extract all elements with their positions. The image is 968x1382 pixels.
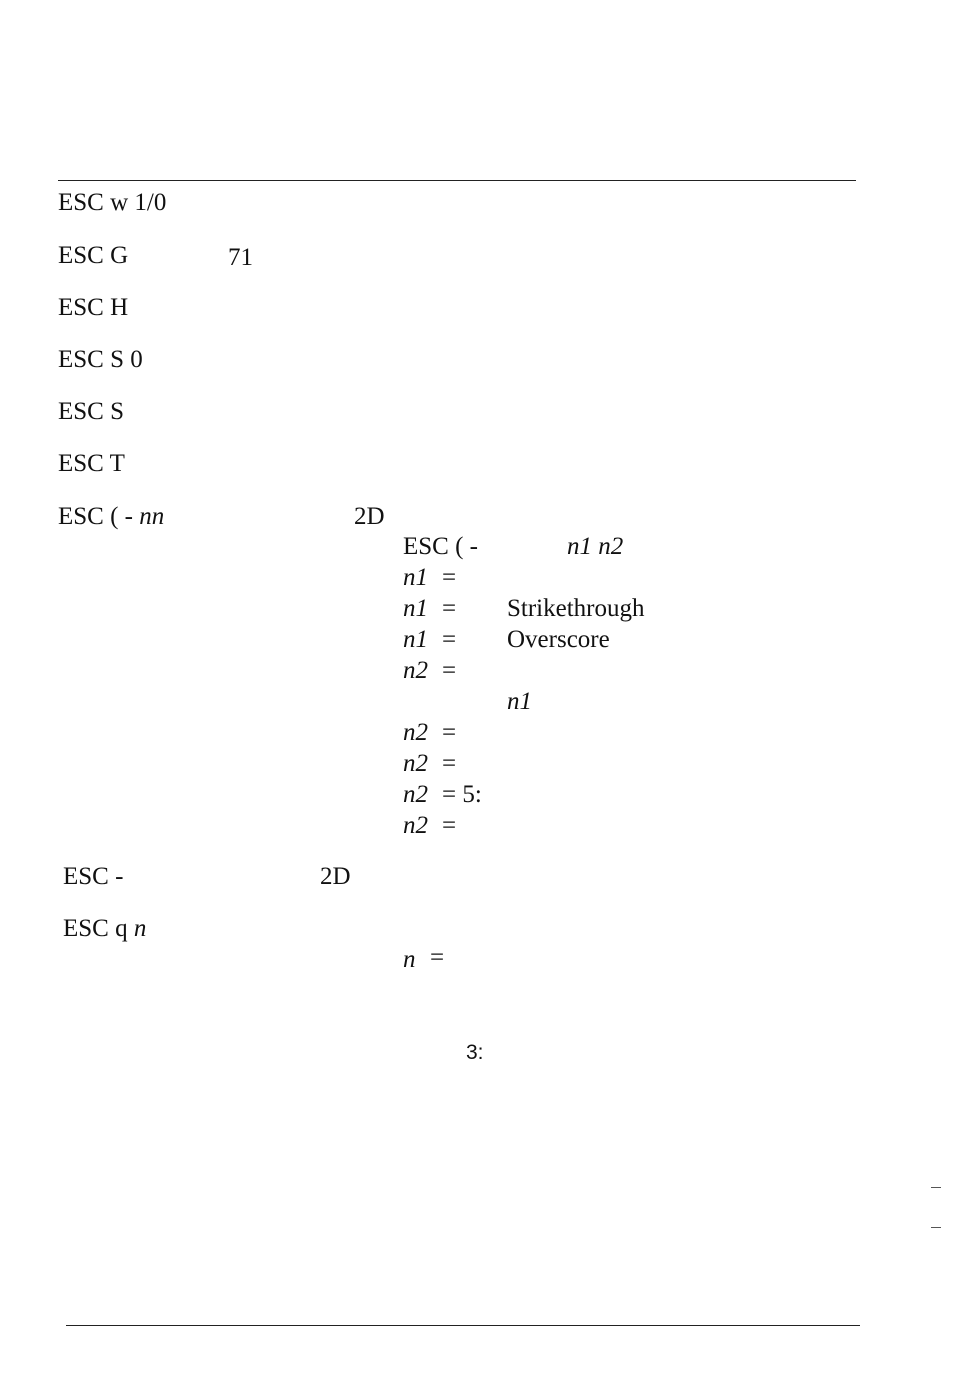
- command-code: ESC T: [58, 450, 125, 477]
- param-eq: =: [442, 564, 457, 591]
- param-var: n1: [403, 595, 428, 622]
- command-code: ESC H: [58, 294, 129, 321]
- param-eq: =: [442, 812, 457, 839]
- param-var: n2: [403, 781, 428, 808]
- param-eq: =: [442, 719, 457, 746]
- param-eq: =: [442, 626, 457, 653]
- param-var: n1: [403, 564, 428, 591]
- param-var: n: [403, 946, 416, 973]
- command-code: ESC w 1/0: [58, 189, 167, 216]
- param-var: n2: [403, 719, 428, 746]
- param-desc: Strikethrough: [507, 595, 645, 622]
- command-format-params: n1 n2: [567, 533, 624, 560]
- command-code: ESC S 0: [58, 346, 143, 373]
- top-rule: [58, 180, 856, 181]
- param-desc: n1: [507, 688, 532, 715]
- param-eq: =: [442, 750, 457, 777]
- hex-code: 2D: [354, 503, 385, 530]
- command-code: ESC -: [63, 863, 124, 890]
- param-var: n2: [403, 812, 428, 839]
- command-format: ESC ( -: [403, 533, 478, 560]
- command-code: ESC q n: [63, 915, 147, 942]
- margin-mark: [931, 1187, 941, 1188]
- bottom-rule: [66, 1325, 860, 1326]
- param-var: n2: [403, 657, 428, 684]
- hex-code: 2D: [320, 863, 351, 890]
- param-eq: =: [430, 944, 445, 971]
- command-code: ESC ( - nn: [58, 503, 165, 530]
- param-eq: =: [442, 595, 457, 622]
- command-code: ESC S: [58, 398, 125, 425]
- param-var: n2: [403, 750, 428, 777]
- param-eq: =: [442, 657, 457, 684]
- param-eq: = 5:: [442, 781, 482, 808]
- param-var: n1: [403, 626, 428, 653]
- param-desc: Overscore: [507, 626, 610, 653]
- hex-code: 71: [228, 244, 253, 271]
- margin-mark: [931, 1227, 941, 1228]
- stray-text: 3:: [466, 1041, 484, 1064]
- command-code: ESC G: [58, 242, 129, 269]
